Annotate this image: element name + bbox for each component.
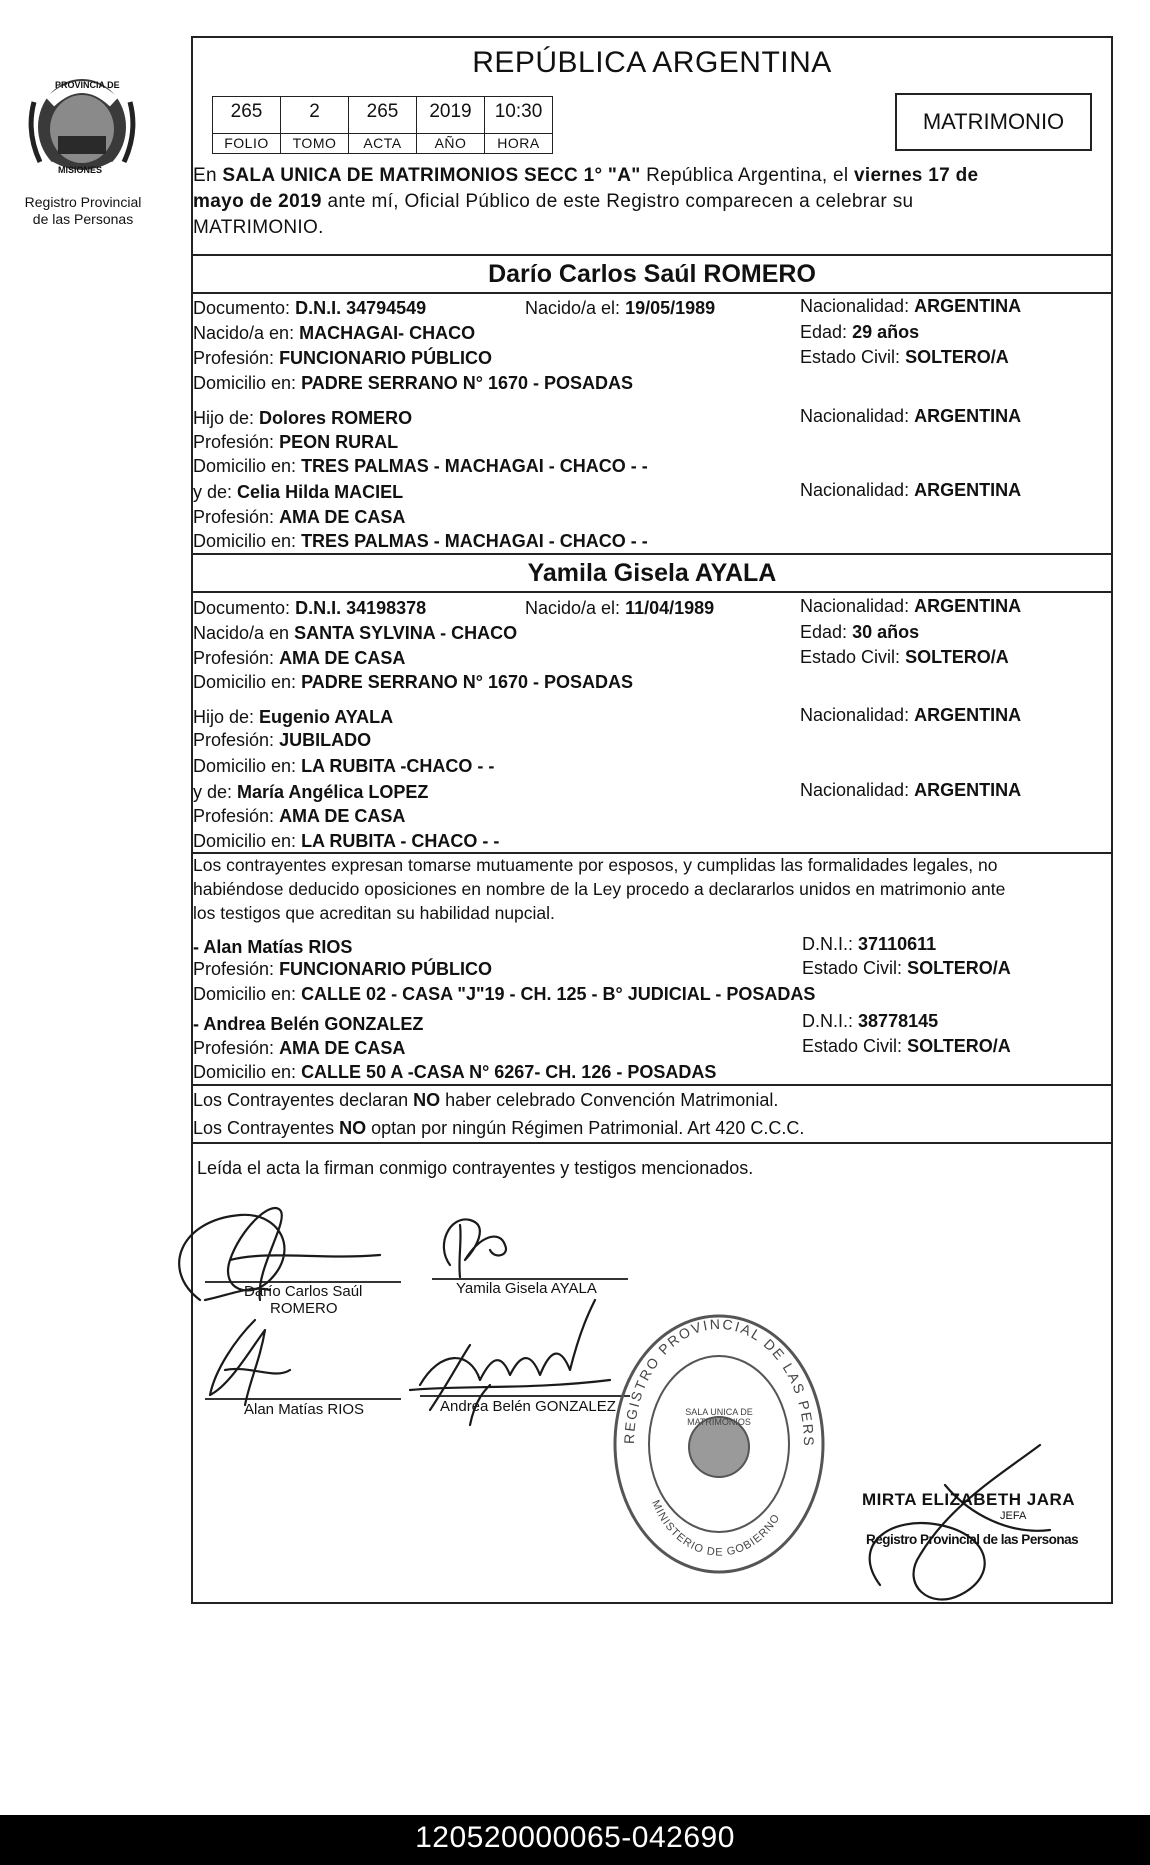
groom-domicilio: Domicilio en: PADRE SERRANO N° 1670 - POSADAS xyxy=(193,373,633,393)
bride-signature-label: Yamila Gisela AYALA xyxy=(456,1280,597,1297)
bride-mother-nacionalidad: Nacionalidad: ARGENTINA xyxy=(800,780,1022,800)
officer-role: JEFA xyxy=(1000,1510,1027,1522)
convention-line1: Los Contrayentes declaran NO haber celebrado Convención Matrimonial. xyxy=(193,1090,779,1110)
logo-caption-line2: de las Personas xyxy=(32,211,134,227)
witness2-signature-icon xyxy=(400,1290,620,1430)
groom-father-domicilio: Domicilio en: TRES PALMAS - MACHAGAI - CHACO - - xyxy=(193,456,648,476)
witness1-dni: D.N.I.: 37110611 xyxy=(802,934,937,954)
closing-text: Leída el acta la firman conmigo contrayentes y testigos mencionados. xyxy=(197,1158,754,1178)
groom-nacido-en: Nacido/a en: MACHAGAI- CHACO xyxy=(193,323,476,343)
groom-nacido-el: Nacido/a el: 19/05/1989 xyxy=(525,298,716,318)
tomo-caption: TOMO xyxy=(280,133,349,154)
groom-estado-civil: Estado Civil: SOLTERO/A xyxy=(800,347,1009,367)
intro-line1: En SALA UNICA DE MATRIMONIOS SECC 1° "A" República Argentina, el viernes 17 de xyxy=(193,165,979,186)
intro-line3: MATRIMONIO. xyxy=(193,217,324,238)
witness2-profesion: Profesión: AMA DE CASA xyxy=(193,1038,406,1058)
bride-father-nacionalidad: Nacionalidad: ARGENTINA xyxy=(800,705,1022,725)
registry-logo xyxy=(20,62,145,192)
ceremony-date-part1: viernes 17 de xyxy=(854,165,979,186)
witness1-signature-label: Alan Matías RIOS xyxy=(244,1401,365,1418)
bride-profesion: Profesión: AMA DE CASA xyxy=(193,648,406,668)
bride-nacido-el: Nacido/a el: 11/04/1989 xyxy=(525,598,715,618)
bride-domicilio: Domicilio en: PADRE SERRANO N° 1670 - POSADAS xyxy=(193,672,633,692)
bride-estado-civil: Estado Civil: SOLTERO/A xyxy=(800,647,1009,667)
bride-nacionalidad: Nacionalidad: ARGENTINA xyxy=(800,596,1022,616)
witness2-dni: D.N.I.: 38778145 xyxy=(802,1011,939,1031)
groom-mother: y de: Celia Hilda MACIEL xyxy=(193,482,404,502)
tomo-value: 2 xyxy=(280,96,349,134)
groom-signature-icon xyxy=(160,1190,420,1320)
declaration-line2: habiéndose deducido oposiciones en nombre de la Ley procedo a declararlos unidos en matrimonio ante xyxy=(193,879,1006,899)
folio-caption: FOLIO xyxy=(212,133,281,154)
officer-name: MIRTA ELIZABETH JARA xyxy=(862,1490,1076,1509)
stamp-outer-text: REGISTRO PROVINCIAL DE LAS PERS xyxy=(620,1315,818,1448)
bride-name: Yamila Gisela AYALA xyxy=(527,559,777,587)
groom-nacionalidad: Nacionalidad: ARGENTINA xyxy=(800,296,1022,316)
hora-caption: HORA xyxy=(484,133,553,154)
witness1-name: - Alan Matías RIOS xyxy=(193,937,353,957)
witness2-estado-civil: Estado Civil: SOLTERO/A xyxy=(802,1036,1011,1056)
witness1-signature-icon xyxy=(195,1310,315,1410)
logo-seal-bottom-text: MISIONES xyxy=(58,165,103,175)
witness1-profesion: Profesión: FUNCIONARIO PÚBLICO xyxy=(193,959,493,979)
witness2-name: - Andrea Belén GONZALEZ xyxy=(193,1014,424,1034)
witness2-signature-label: Andrea Belén GONZALEZ xyxy=(440,1398,616,1415)
stamp-bottom-text: MINISTERIO DE GOBIERNO xyxy=(649,1498,783,1559)
groom-father: Hijo de: Dolores ROMERO xyxy=(193,408,413,428)
page-title: REPÚBLICA ARGENTINA xyxy=(472,46,832,79)
witness1-estado-civil: Estado Civil: SOLTERO/A xyxy=(802,958,1011,978)
groom-signature-label1: Darío Carlos Saúl xyxy=(244,1283,363,1300)
record-type-box: MATRIMONIO xyxy=(895,93,1092,151)
divider-bride-name xyxy=(191,591,1113,593)
convention-line2: Los Contrayentes NO optan por ningún Régimen Patrimonial. Art 420 C.C.C. xyxy=(193,1118,805,1138)
witness2-domicilio: Domicilio en: CALLE 50 A -CASA N° 6267- CH. 126 - POSADAS xyxy=(193,1062,717,1082)
barcode-bar xyxy=(0,1815,1150,1865)
bride-mother-domicilio: Domicilio en: LA RUBITA - CHACO - - xyxy=(193,831,500,851)
groom-father-nacionalidad: Nacionalidad: ARGENTINA xyxy=(800,406,1022,426)
officer-signature-icon xyxy=(850,1415,1090,1615)
divider-bride-top xyxy=(191,553,1113,555)
declaration-line3: los testigos que acreditan su habilidad nupcial. xyxy=(193,903,555,923)
acta-value: 265 xyxy=(348,96,417,134)
groom-signature-label2: ROMERO xyxy=(270,1300,338,1317)
bride-edad: Edad: 30 años xyxy=(800,622,920,642)
declaration-line1: Los contrayentes expresan tomarse mutuamente por esposos, y cumplidas las formalidades legales, no xyxy=(193,855,998,875)
groom-name: Darío Carlos Saúl ROMERO xyxy=(488,260,816,288)
ceremony-date-part2: mayo de 2019 xyxy=(193,191,322,212)
intro-line2: mayo de 2019 ante mí, Oficial Público de este Registro comparecen a celebrar su xyxy=(193,191,914,212)
bride-signature-icon xyxy=(430,1205,540,1285)
groom-documento: Documento: D.N.I. 34794549 xyxy=(193,298,427,318)
barcode-number: 120520000065-042690 xyxy=(415,1821,735,1854)
bride-father: Hijo de: Eugenio AYALA xyxy=(193,707,394,727)
folio-value: 265 xyxy=(212,96,281,134)
divider-closing xyxy=(191,1142,1113,1144)
record-grid xyxy=(212,96,557,158)
groom-mother-domicilio: Domicilio en: TRES PALMAS - MACHAGAI - CHACO - - xyxy=(193,531,648,551)
anio-caption: AÑO xyxy=(416,133,485,154)
bride-nacido-en: Nacido/a en SANTA SYLVINA - CHACO xyxy=(193,623,518,643)
divider-groom-top xyxy=(191,254,1113,256)
bride-mother: y de: María Angélica LOPEZ xyxy=(193,782,429,802)
stamp-inner-text: SALA UNICA DE MATRIMONIOS xyxy=(685,1407,753,1427)
groom-profesion: Profesión: FUNCIONARIO PÚBLICO xyxy=(193,348,493,368)
logo-caption-line1: Registro Provincial xyxy=(24,194,142,210)
stamp-seal-icon xyxy=(612,1312,826,1576)
bride-documento: Documento: D.N.I. 34198378 xyxy=(193,598,427,618)
bride-mother-profesion: Profesión: AMA DE CASA xyxy=(193,806,406,826)
bride-father-profesion: Profesión: JUBILADO xyxy=(193,730,372,750)
ceremony-place: SALA UNICA DE MATRIMONIOS SECC 1° "A" xyxy=(222,165,641,186)
logo-seal-top-text: PROVINCIA DE xyxy=(55,80,120,90)
acta-caption: ACTA xyxy=(348,133,417,154)
hora-value: 10:30 xyxy=(484,96,553,134)
bride-father-domicilio: Domicilio en: LA RUBITA -CHACO - - xyxy=(193,756,495,776)
groom-mother-nacionalidad: Nacionalidad: ARGENTINA xyxy=(800,480,1022,500)
groom-mother-profesion: Profesión: AMA DE CASA xyxy=(193,507,406,527)
witness1-domicilio: Domicilio en: CALLE 02 - CASA "J"19 - CH. 125 - B° JUDICIAL - POSADAS xyxy=(193,984,816,1004)
groom-father-profesion: Profesión: PEON RURAL xyxy=(193,432,399,452)
anio-value: 2019 xyxy=(416,96,485,134)
divider-convention xyxy=(191,1084,1113,1086)
groom-edad: Edad: 29 años xyxy=(800,322,920,342)
officer-org: Registro Provincial de las Personas xyxy=(866,1532,1079,1547)
frame-top xyxy=(191,36,1113,38)
official-stamp xyxy=(612,1312,826,1576)
logo-caption xyxy=(8,194,158,228)
